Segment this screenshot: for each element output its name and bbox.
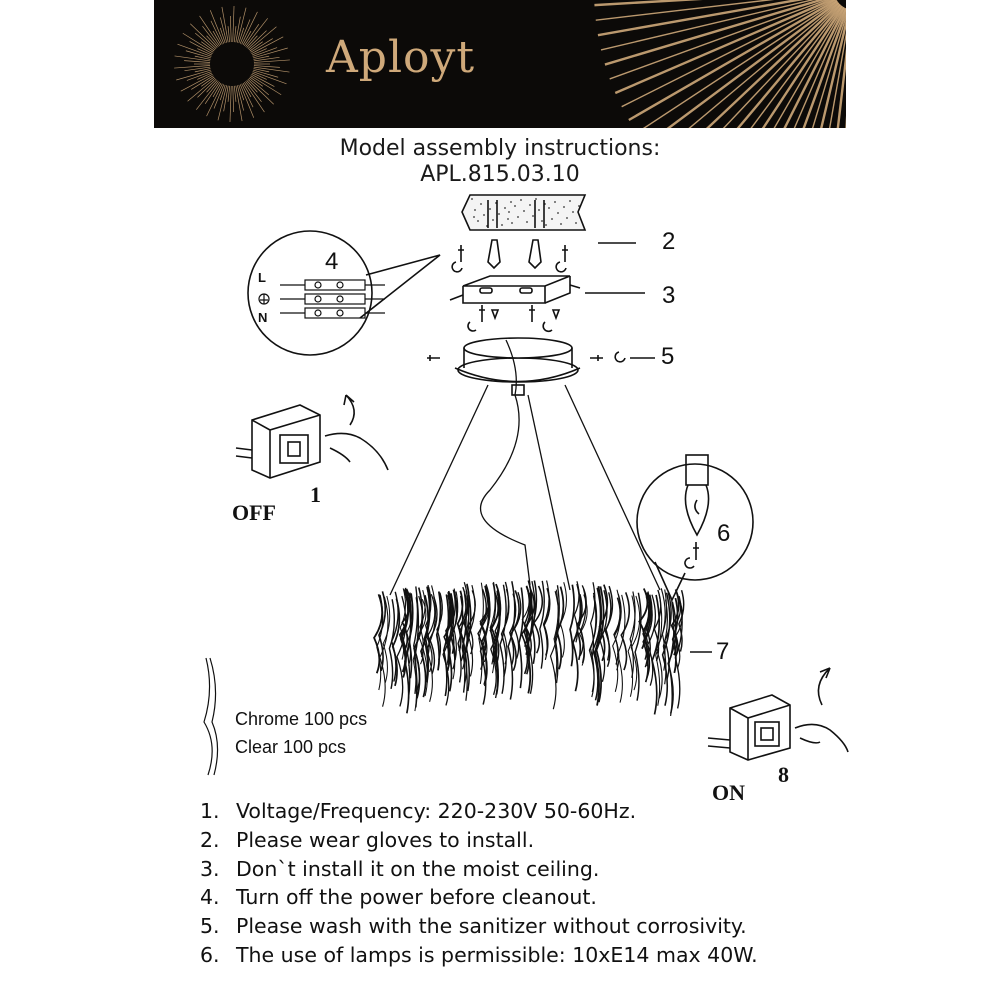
power-switch-on-icon bbox=[708, 668, 848, 760]
callout-5: 5 bbox=[661, 343, 675, 370]
list-item bbox=[200, 855, 758, 884]
callout-8: 8 bbox=[778, 762, 789, 787]
parts-chrome: Chrome 100 pcs bbox=[235, 709, 368, 729]
switch-off-label: OFF bbox=[232, 500, 276, 525]
mounting-bracket-icon bbox=[450, 276, 580, 303]
document-title: Model assembly instructions: bbox=[339, 136, 661, 161]
callout-1: 1 bbox=[310, 482, 321, 507]
list-item bbox=[200, 912, 758, 941]
list-item bbox=[200, 826, 758, 855]
model-number: APL.815.03.10 bbox=[420, 162, 580, 187]
power-switch-off-icon bbox=[236, 395, 388, 478]
crystal-strand-icon bbox=[204, 658, 218, 775]
wiring-detail-circle bbox=[248, 231, 440, 355]
note-number: 6. bbox=[200, 942, 220, 967]
callout-4: 4 bbox=[325, 248, 339, 275]
note-text: Voltage/Frequency: 220-230V 50-60Hz. bbox=[236, 799, 637, 823]
callout-7: 7 bbox=[716, 638, 730, 665]
brand-logo-text: Aployt bbox=[326, 32, 476, 83]
note-number: 4. bbox=[200, 885, 220, 910]
switch-on-label: ON bbox=[712, 780, 745, 805]
callout-6: 6 bbox=[717, 520, 731, 547]
chandelier-body-icon bbox=[374, 580, 684, 716]
ceiling-slab-icon bbox=[462, 195, 585, 230]
list-item bbox=[200, 797, 758, 826]
wire-live-label: L bbox=[258, 270, 266, 285]
note-text: Please wash with the sanitizer without corrosivity. bbox=[236, 914, 747, 939]
parts-clear: Clear 100 pcs bbox=[235, 737, 347, 757]
bracket-screws-icon bbox=[468, 305, 559, 331]
notes-list bbox=[200, 797, 758, 970]
callout-2: 2 bbox=[662, 228, 676, 255]
note-number: 2. bbox=[200, 827, 220, 852]
callout-3: 3 bbox=[662, 282, 676, 309]
note-number: 1. bbox=[200, 799, 220, 823]
note-text: Please wear gloves to install. bbox=[236, 827, 535, 852]
note-text: Don`t install it on the moist ceiling. bbox=[236, 856, 600, 881]
canopy-icon bbox=[455, 338, 580, 395]
wire-neutral-label: N bbox=[258, 310, 268, 325]
list-item bbox=[200, 941, 758, 970]
list-item bbox=[200, 883, 758, 912]
note-text: The use of lamps is permissible: 10xE14 max 40W. bbox=[236, 942, 758, 967]
note-number: 3. bbox=[200, 856, 220, 881]
note-text: Turn off the power before cleanout. bbox=[236, 885, 597, 910]
note-number: 5. bbox=[200, 914, 220, 939]
wall-anchors-icon bbox=[452, 240, 568, 272]
